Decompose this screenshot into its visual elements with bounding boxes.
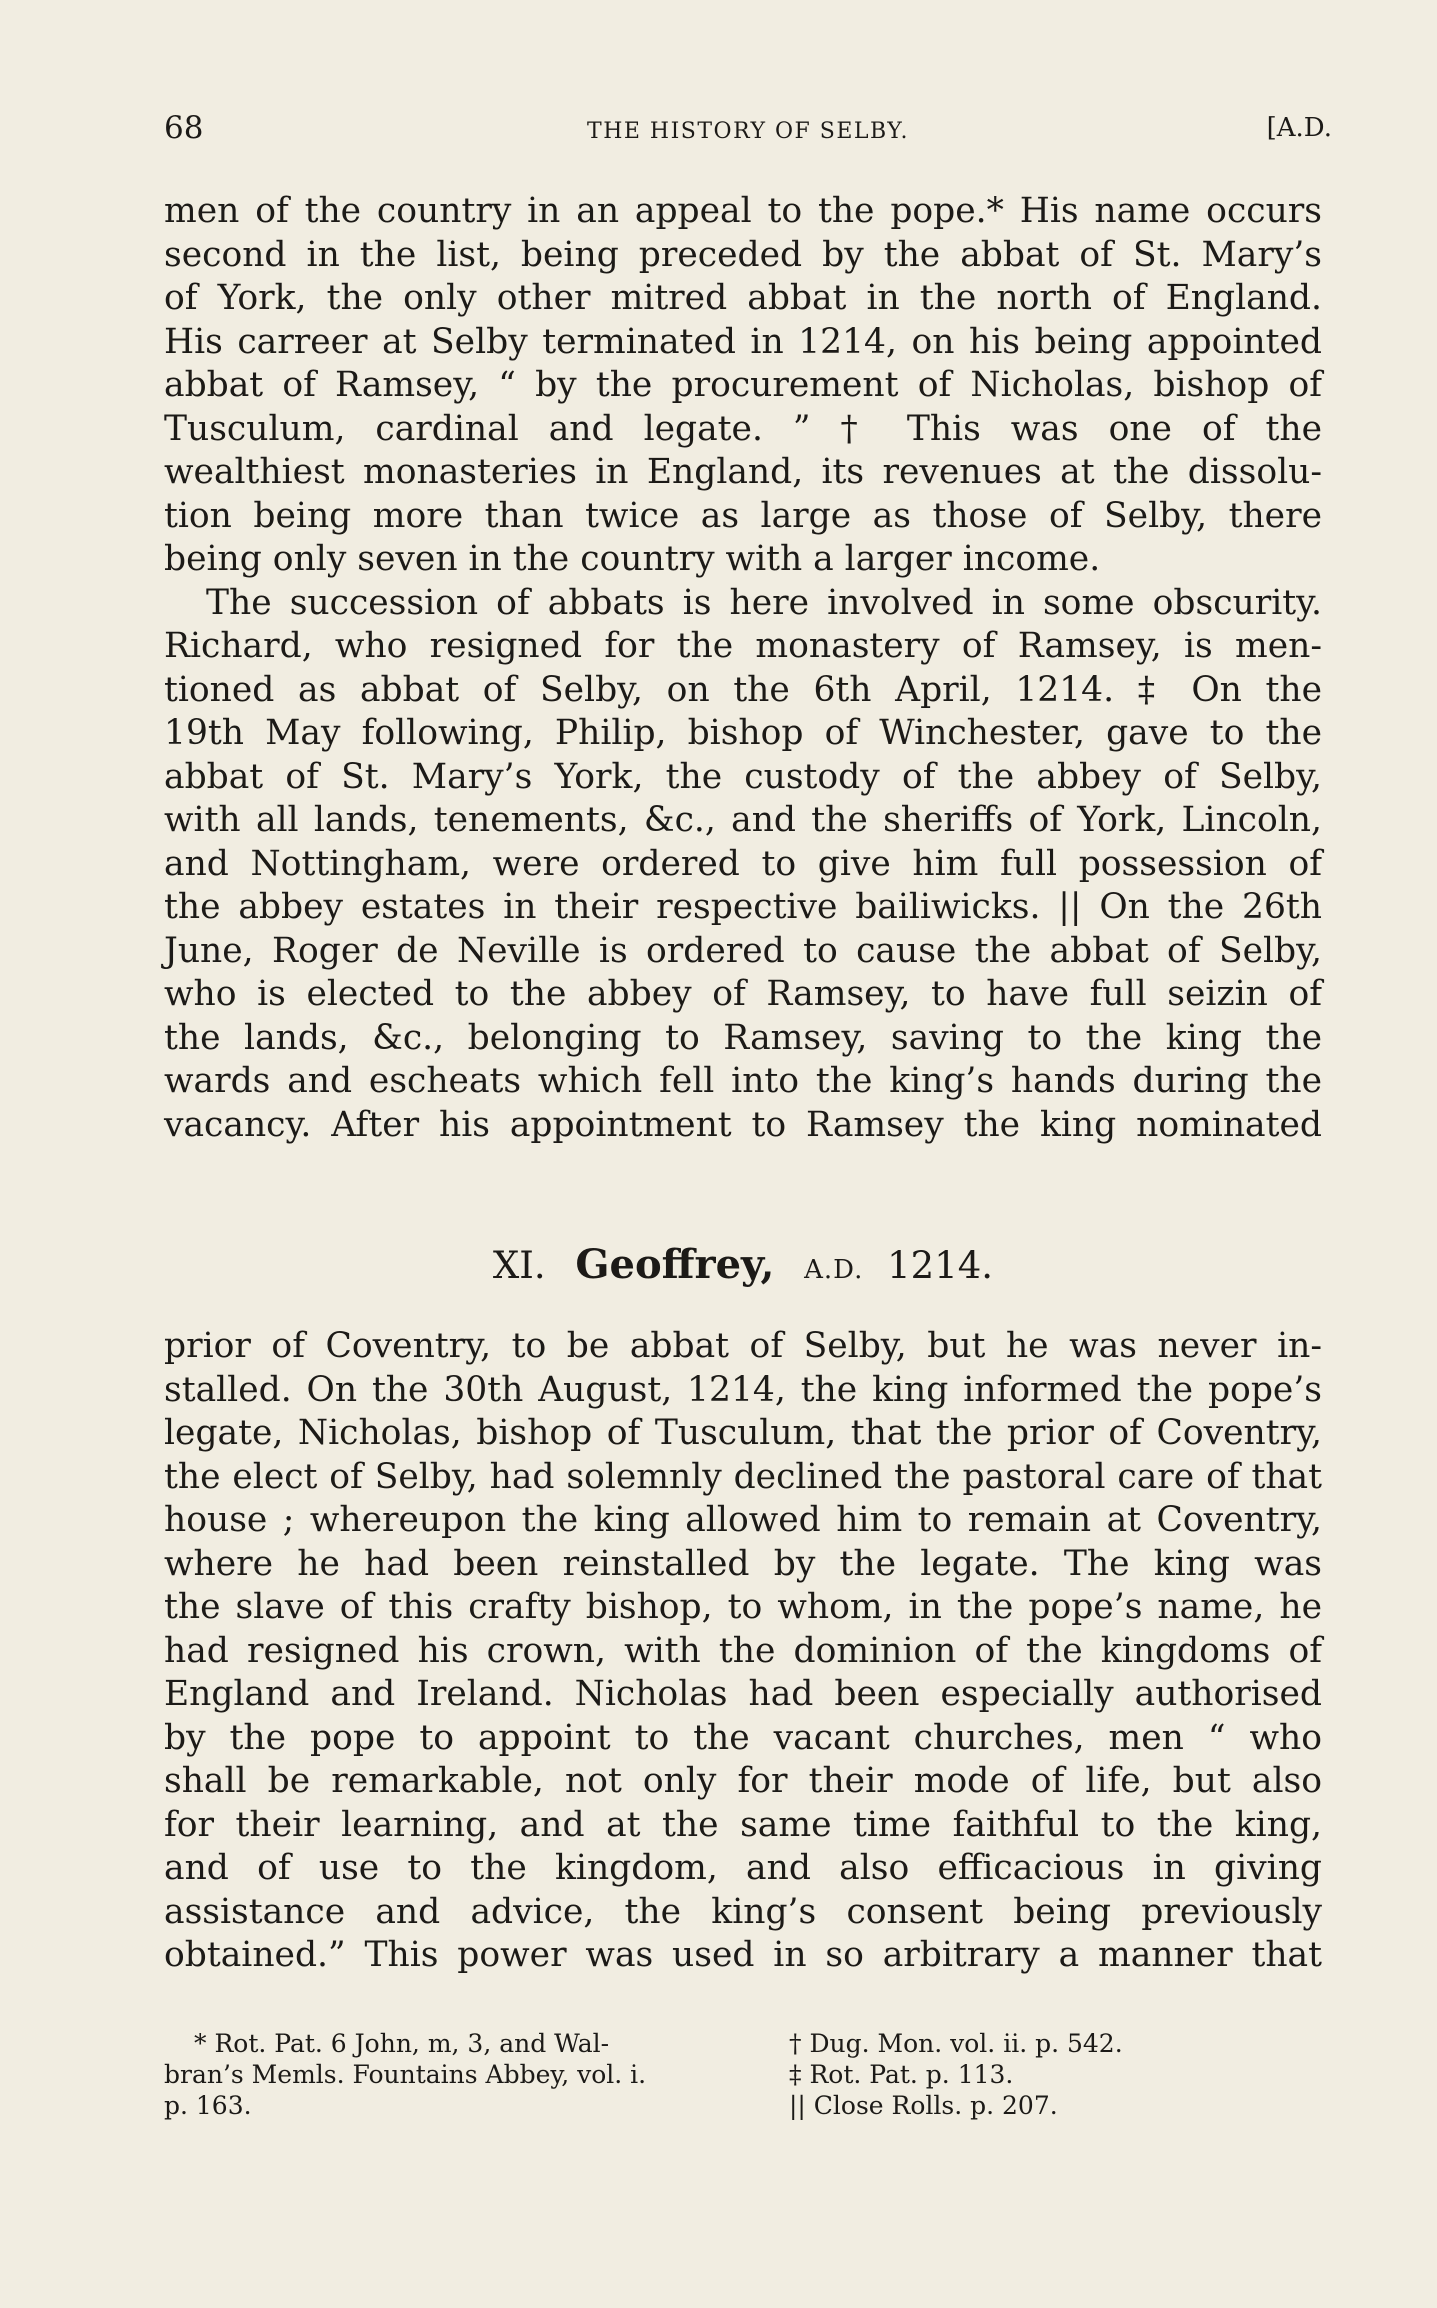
text-line: wards and escheats which fell into the king’s hands during the: [164, 1061, 1322, 1101]
text-line: 19th May following, Philip, bishop of Winchester, gave to the: [164, 713, 1322, 753]
text-line: and of use to the kingdom, and also efficacious in giving: [164, 1848, 1322, 1888]
heading-year: 1214.: [887, 1244, 994, 1287]
text-line: tioned as abbat of Selby, on the 6th April, 1214. ‡ On the: [164, 669, 1322, 710]
text-line: vacancy. After his appointment to Ramsey the king nominated: [164, 1104, 1322, 1145]
text-line: being only seven in the country with a larger income.: [164, 539, 1101, 579]
footnote-line: p. 163.: [164, 2091, 252, 2120]
text-line: house ; whereupon the king allowed him to remain at Coventry,: [164, 1500, 1322, 1540]
text-line: the lands, &c., belonging to Ramsey, saving to the king the: [164, 1017, 1322, 1058]
text-line: with all lands, tenements, &c., and the sheriffs of York, Lincoln,: [164, 800, 1322, 840]
text-line: stalled. On the 30th August, 1214, the king informed the pope’s: [164, 1369, 1322, 1410]
footnote-line: bran’s Memls. Fountains Abbey, vol. i.: [164, 2060, 647, 2089]
page-number: 68: [164, 110, 204, 146]
text-line: where he had been reinstalled by the legate. The king was: [164, 1543, 1322, 1584]
text-line: Richard, who resigned for the monastery of Ramsey, is men-: [164, 626, 1322, 666]
text-line: The succession of abbats is here involved in some obscurity.: [206, 582, 1322, 623]
text-line: England and Ireland. Nicholas had been especially authorised: [164, 1674, 1322, 1714]
text-line: shall be remarkable, not only for their mode of life, but also: [164, 1761, 1322, 1801]
text-block-lower: [164, 1325, 1322, 1978]
section-heading: [164, 1240, 1322, 1295]
text-block-upper: [164, 190, 1322, 1147]
running-title: THE HISTORY OF SELBY.: [587, 119, 909, 144]
paragraph-2: [164, 582, 1322, 1148]
text-line: who is elected to the abbey of Ramsey, to have full seizin of: [164, 974, 1322, 1014]
text-line: legate, Nicholas, bishop of Tusculum, that the prior of Coventry,: [164, 1413, 1322, 1453]
text-line: wealthiest monasteries in England, its revenues at the dissolu-: [164, 452, 1322, 492]
text-line: prior of Coventry, to be abbat of Selby, but he was never in-: [164, 1326, 1322, 1366]
text-line: tion being more than twice as large as those of Selby, there: [164, 495, 1322, 536]
text-line: abbat of St. Mary’s York, the custody of the abbey of Selby,: [164, 756, 1322, 797]
text-line: obtained.” This power was used in so arbitrary a manner that: [164, 1935, 1322, 1975]
text-line: Tusculum, cardinal and legate. ” † This was one of the: [164, 408, 1322, 449]
text-line: His carreer at Selby terminated in 1214, on his being appointed: [164, 321, 1322, 362]
text-line: abbat of Ramsey, “ by the procurement of Nicholas, bishop of: [164, 365, 1322, 405]
footnote-line: † Dug. Mon. vol. ii. p. 542.: [789, 2029, 1123, 2058]
text-line: the abbey estates in their respective bailiwicks. || On the 26th: [164, 887, 1322, 927]
heading-ad: A.D.: [804, 1255, 864, 1285]
text-line: men of the country in an appeal to the pope.* His name occurs: [164, 191, 1322, 231]
text-line: the elect of Selby, had solemnly declined the pastoral care of that: [164, 1456, 1322, 1497]
text-line: second in the list, being preceded by the abbat of St. Mary’s: [164, 234, 1322, 275]
running-date: [A.D.: [1266, 113, 1332, 143]
footnotes-left-column: [164, 2028, 724, 2121]
heading-name: Geoffrey,: [575, 1241, 775, 1288]
text-line: June, Roger de Neville is ordered to cause the abbat of Selby,: [164, 930, 1322, 971]
footnotes-right-column: [789, 2028, 1209, 2121]
paragraph-3: [164, 1325, 1322, 1978]
text-line: for their learning, and at the same time faithful to the king,: [164, 1804, 1322, 1845]
footnote-line: * Rot. Pat. 6 John, m, 3, and Wal-: [194, 2029, 610, 2058]
text-line: and Nottingham, were ordered to give him full possession of: [164, 843, 1322, 884]
heading-numeral: XI.: [492, 1244, 546, 1287]
paragraph-1: [164, 190, 1322, 582]
footnote-line: || Close Rolls. p. 207.: [789, 2091, 1058, 2120]
text-line: by the pope to appoint to the vacant churches, men “ who: [164, 1717, 1322, 1758]
text-line: the slave of this crafty bishop, to whom, in the pope’s name, he: [164, 1587, 1322, 1627]
page-header: [164, 108, 1332, 148]
text-line: of York, the only other mitred abbat in the north of England.: [164, 278, 1322, 318]
text-line: had resigned his crown, with the dominion of the kingdoms of: [164, 1630, 1322, 1671]
footnote-line: ‡ Rot. Pat. p. 113.: [789, 2060, 1014, 2089]
text-line: assistance and advice, the king’s consent being previously: [164, 1891, 1322, 1932]
